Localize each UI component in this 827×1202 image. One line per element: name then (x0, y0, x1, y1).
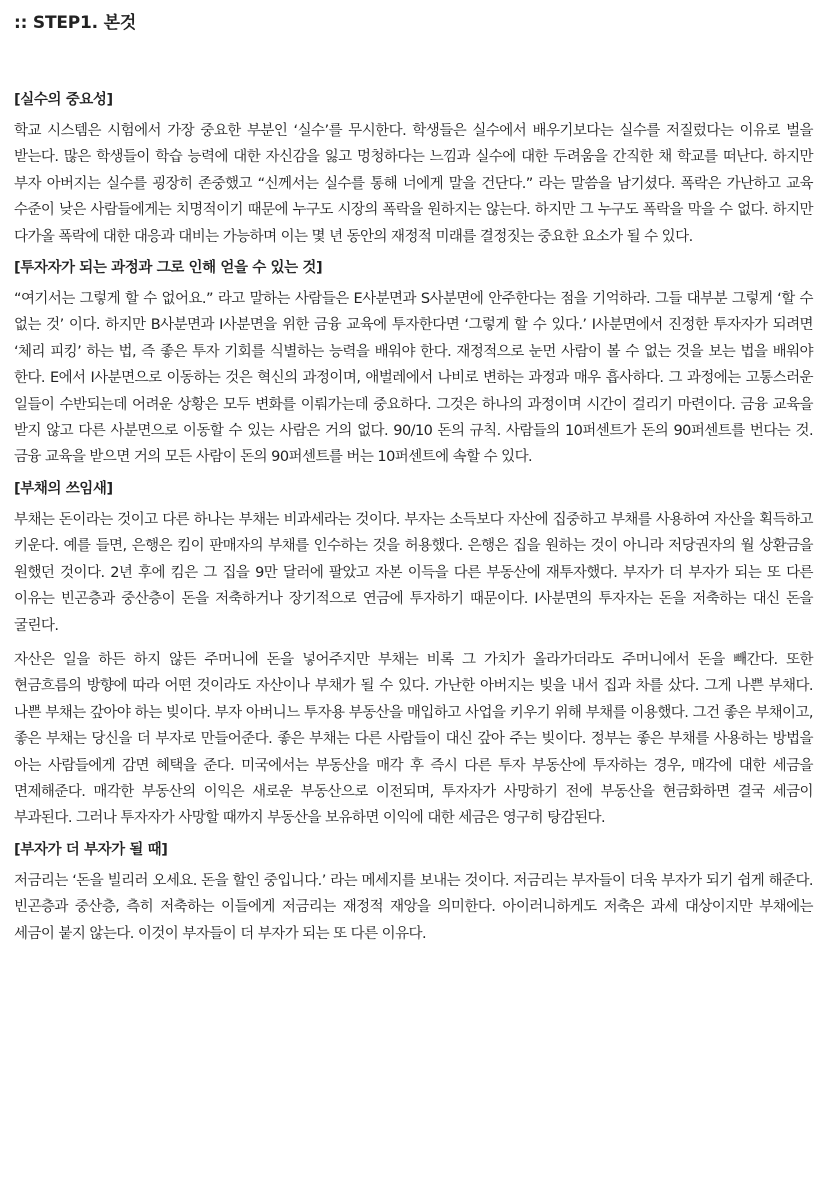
section-paragraph: 부채는 돈이라는 것이고 다른 하나는 부채는 비과세라는 것이다. 부자는 소득보다 자산에 집중하고 부채를 사용하여 자산을 획득하고 키운다. 예를 들면, 은행은 킴이 판매자의 부채를 인수하는 것을 허용했다. 은행은 집을 원하는 것이 아니라 저당권자의 월 상환금을 원했던 것이다. 2년 후에 킴은 그 집을 9만 달러에 팔았고 자본 이득을 다른 부동산에 재투자했다. 부자가 더 부자가 되는 또 다른 이유는 빈곤층과 중산층이 돈을 저축하거나 장기적으로 연금에 투자하기 때문이다. I사분면의 투자자는 돈을 저축하는 대신 돈을 굴린다. (14, 511, 813, 634)
section-rich-get-richer (14, 840, 813, 947)
section-paragraph: 자산은 일을 하든 하지 않든 주머니에 돈을 넣어주지만 부채는 비록 그 가치가 올라가더라도 주머니에서 돈을 빼간다. 또한 현금흐름의 방향에 따라 어떤 것이라도 자산이나 부채가 될 수 있다. 가난한 아버지는 빚을 내서 집과 차를 샀다. 그게 나쁜 부채다. 나쁜 부채는 갚아야 하는 빚이다. 부자 아버니느 투자용 부동산을 매입하고 사업을 키우기 위해 부채를 이용했다. 그건 좋은 부채이고, 좋은 부채는 당신을 더 부자로 만들어준다. 좋은 부채는 다른 사람들이 대신 갚아 주는 빚이다. 정부는 좋은 부채를 사용하는 방법을 아는 사람들에게 감면 혜택을 준다. 미국에서는 부동산을 매각 후 즉시 다른 투자 부동산에 투자하는 경우, 매각에 대한 세금을 면제해준다. 매각한 부동산의 이익은 새로운 부동산으로 이전되며, 투자자가 사망하기 전에 부동산을 현금화하면 결국 세금이 부과된다. 그러나 투자자가 사망할 때까지 부동산을 보유하면 이익에 대한 세금은 영구히 탕감된다. (14, 651, 813, 827)
page-title: :: STEP1. 본것 (14, 13, 137, 33)
section-paragraph: 학교 시스템은 시험에서 가장 중요한 부분인 ‘실수’를 무시한다. 학생들은 실수에서 배우기보다는 실수를 저질렀다는 이유로 벌을 받는다. 많은 학생들이 학습 능력에 대한 자신감을 잃고 멍청하다는 느낌과 실수에 대한 두려움을 간직한 채 학교를 떠난다. 하지만 부자 아버지는 실수를 굉장히 존중했고 “신께서는 실수를 통해 너에게 말을 건단다.” 라는 말씀을 남기셨다. 폭락은 가난하고 교육 수준이 낮은 사람들에게는 치명적이기 때문에 누구도 시장의 폭락을 원하지는 않는다. 하지만 그 누구도 폭락을 막을 수 없다. 하지만 다가올 폭락에 대한 대응과 대비는 가능하며 이는 몇 년 동안의 재정적 미래를 결정짓는 중요한 요소가 될 수 있다. (14, 123, 813, 245)
section-paragraph: 저금리는 ‘돈을 빌리러 오세요. 돈을 할인 중입니다.’ 라는 메세지를 보내는 것이다. 저금리는 부자들이 더욱 부자가 되기 쉽게 해준다. 빈곤층과 중산층, 측히 저축하는 이들에게 저금리는 재정적 재앙을 의미한다. 아이러니하게도 저축은 과세 대상이지만 부채에는 세금이 붙지 않는다. 이것이 부자들이 더 부자가 되는 또 다른 이유다. (14, 872, 813, 942)
section-use-of-debt (14, 479, 813, 832)
section-heading: [투자자가 되는 과정과 그로 인해 얻을 수 있는 것] (14, 260, 323, 277)
section-heading: [부자가 더 부자가 될 때] (14, 841, 168, 858)
section-investor-process (14, 258, 813, 471)
section-paragraph: “여기서는 그렇게 할 수 없어요.” 라고 말하는 사람들은 E사분면과 S사분면에 안주한다는 점을 기억하라. 그들 대부분 그렇게 ‘할 수 없는 것’ 이다. 하지만 B사분면과 I사분면을 위한 금융 교육에 투자한다면 ‘그렇게 할 수 있다.’ I사분면에서 진정한 투자자가 되려면 ‘체리 피킹’ 하는 법, 즉 좋은 투자 기회를 식별하는 능력을 배워야 한다. 재정적으로 눈먼 사람이 볼 수 없는 것을 보는 법을 배워야 한다. E에서 I사분면으로 이동하는 것은 혁신의 과정이며, 애벌레에서 나비로 변하는 과정과 매우 흡사하다. 그 과정에는 고통스러운 일들이 수반되는데 어려운 상황은 모두 변화를 이뤄가는데 중요하다. 그것은 하나의 과정이며 시간이 걸리기 마련이다. 금융 교육을 받지 않고 다른 사분면으로 이동할 수 있는 사람은 거의 없다. 90/10 돈의 규칙. 사람들의 10퍼센트가 돈의 90퍼센트를 번다는 것. 금융 교육을 받으면 거의 모든 사람이 돈의 90퍼센트를 버는 10퍼센트에 속할 수 있다. (14, 291, 814, 466)
section-importance-of-mistakes (14, 90, 813, 250)
section-heading: [부채의 쓰임새] (14, 480, 113, 497)
section-heading: [실수의 중요성] (14, 92, 113, 108)
